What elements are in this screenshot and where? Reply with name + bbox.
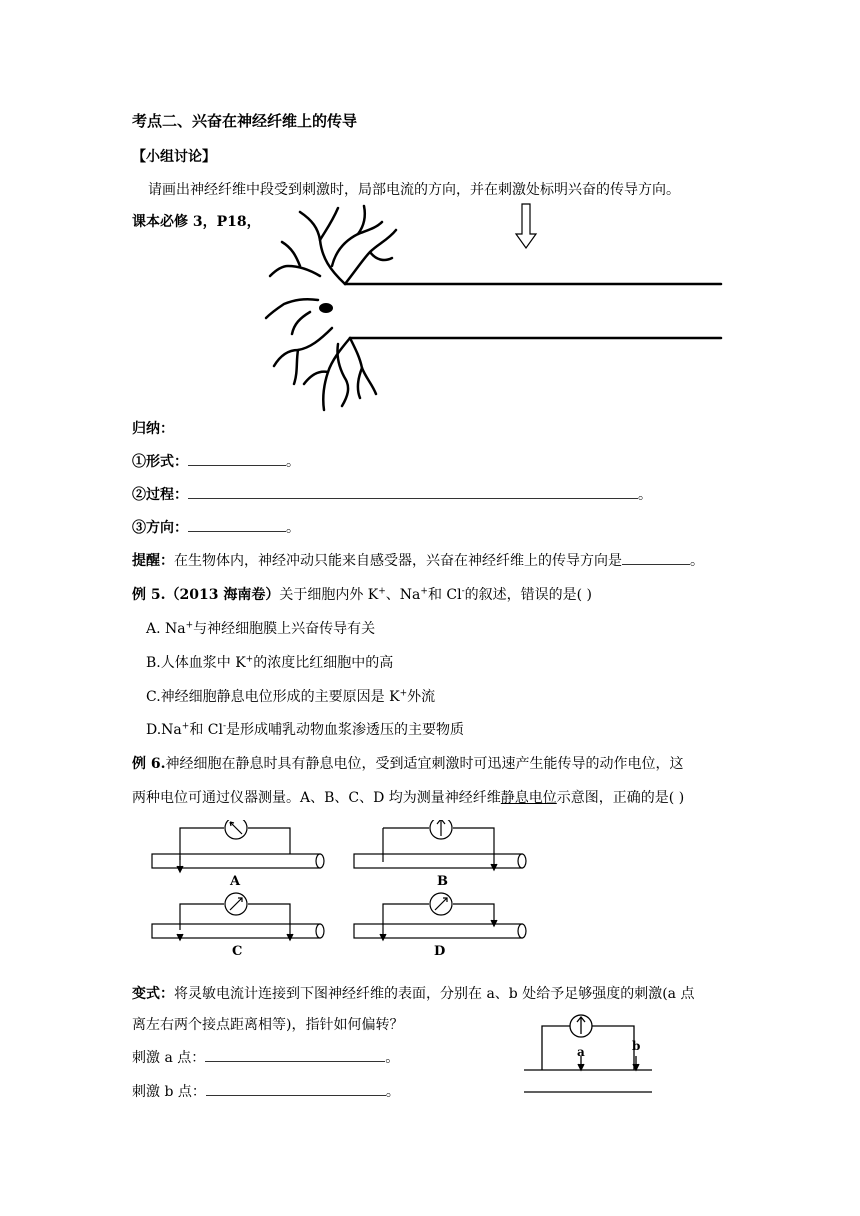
summary-process-end: 。 — [638, 487, 652, 503]
stim-b-blank[interactable] — [206, 1083, 386, 1096]
discussion-prompt: 请画出神经纤维中段受到刺激时，局部电流的方向，并在刺激处标明兴奋的传导方向。 — [148, 182, 680, 198]
option-c-text1: C.神经细胞静息电位形成的主要原因是 K — [146, 689, 400, 705]
variant-text1: 将灵敏电流计连接到下图神经纤维的表面，分别在 a、b 处给予足够强度的刺激(a 点 — [174, 986, 695, 1002]
variant-stim-b — [132, 1083, 400, 1101]
tip-line — [132, 552, 704, 570]
sup-plus: + — [181, 721, 190, 732]
example6-label: 例 6. — [132, 756, 166, 772]
stim-b-label: 刺激 b 点： — [132, 1084, 206, 1100]
option-d-text1: D.Na — [146, 722, 182, 738]
summary-form-blank[interactable] — [188, 453, 286, 466]
section-title: 考点二、兴奋在神经纤维上的传导 — [132, 112, 358, 130]
summary-process — [132, 486, 652, 504]
tip-label: 提醒： — [132, 553, 174, 569]
option-a-text2: 与神经细胞膜上兴奋传导有关 — [193, 621, 376, 637]
textbook-reference: 课本必修 3，P18， — [132, 214, 261, 230]
summary-direction-label: ③方向： — [132, 520, 188, 536]
option-c-text2: 外流 — [407, 689, 436, 705]
example5-stem-d: 的叙述，错误的是( ) — [464, 587, 593, 603]
example6-underlined: 静息电位 — [500, 790, 557, 806]
option-b-text1: B.人体血浆中 K — [146, 655, 246, 671]
summary-form-end: 。 — [286, 454, 300, 470]
summary-process-label: ②过程： — [132, 487, 188, 503]
stim-b-end: 。 — [385, 1084, 400, 1100]
summary-heading: 归纳： — [132, 421, 174, 437]
example5-stem-a: 关于细胞内外 K — [279, 587, 379, 603]
option-a-text1: A. Na — [146, 621, 186, 637]
sup-minus: - — [222, 721, 227, 732]
point-a-label: a — [577, 1045, 585, 1059]
sup-plus: + — [378, 586, 386, 597]
example5-option-a — [146, 620, 375, 638]
option-d-text3: 是形成哺乳动物血浆渗透压的主要物质 — [226, 722, 465, 738]
example6-text2b: 示意图，正确的是( ) — [556, 790, 685, 806]
measurement-diagrams — [148, 820, 538, 960]
figure-label-c: C — [232, 944, 243, 959]
stim-a-end: 。 — [385, 1050, 400, 1066]
summary-form — [132, 453, 300, 471]
example5-label: 例 5.（2013 海南卷） — [132, 587, 280, 603]
summary-form-label: ①形式： — [132, 454, 188, 470]
point-b-label: b — [632, 1039, 641, 1053]
figure-label-b: B — [437, 874, 448, 889]
neuron-diagram — [260, 200, 730, 425]
sup-plus: + — [185, 620, 194, 631]
option-d-text2: 和 Cl — [189, 722, 223, 738]
example6-text1: 神经细胞在静息时具有静息电位，受到适宜刺激时可迅速产生能传导的动作电位，这 — [165, 756, 684, 772]
tip-blank[interactable] — [622, 552, 690, 565]
tip-end: 。 — [690, 553, 704, 569]
sup-plus: + — [399, 688, 408, 699]
option-b-text2: 的浓度比红细胞中的高 — [253, 655, 394, 671]
figure-label-a: A — [230, 874, 241, 889]
variant-label: 变式： — [132, 986, 174, 1002]
group-discussion-heading: 【小组讨论】 — [132, 149, 216, 165]
sup-plus: + — [420, 586, 428, 597]
example5-stem-c: 和 Cl — [427, 587, 462, 603]
summary-direction — [132, 519, 300, 537]
summary-direction-blank[interactable] — [188, 519, 286, 532]
example6-line1 — [132, 755, 684, 773]
sup-plus: + — [245, 654, 254, 665]
variant-line2: 离左右两个接点距离相等)，指针如何偏转？ — [132, 1017, 404, 1033]
stim-a-blank[interactable] — [205, 1049, 385, 1062]
tip-text: 在生物体内，神经冲动只能来自感受器，兴奋在神经纤维上的传导方向是 — [174, 553, 622, 569]
example6-text2a: 两种电位可通过仪器测量。A、B、C、D 均为测量神经纤维 — [132, 790, 501, 806]
example5-option-d — [146, 721, 464, 739]
example5-option-b — [146, 654, 393, 672]
variant-line1 — [132, 985, 694, 1003]
figure-label-d: D — [434, 944, 446, 959]
summary-direction-end: 。 — [286, 520, 300, 536]
example5-stem — [132, 586, 592, 604]
sup-minus: - — [461, 586, 465, 597]
example6-line2 — [132, 789, 684, 807]
example5-option-c — [146, 688, 435, 706]
summary-process-blank[interactable] — [188, 486, 638, 499]
example5-stem-b: 、Na — [385, 587, 421, 603]
stim-a-label: 刺激 a 点： — [132, 1050, 206, 1066]
variant-stim-a — [132, 1049, 399, 1067]
